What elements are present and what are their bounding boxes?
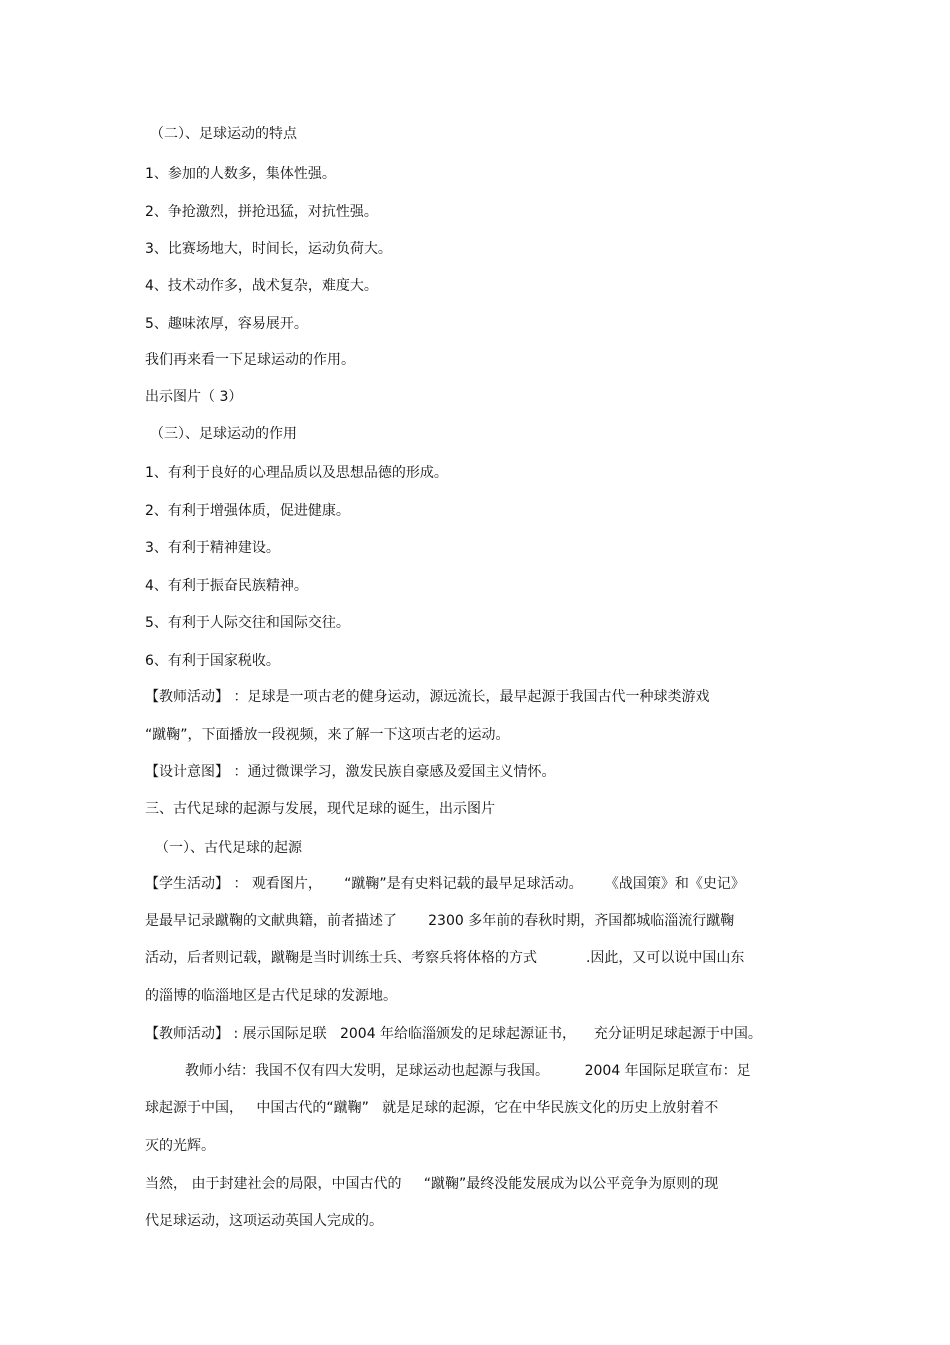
paragraph: 活动，后者则记载，蹴鞠是当时训练士兵、考察兵将体格的方式 .因此，又可以说中国山东 (145, 950, 745, 966)
list-item: 4、技术动作多，战术复杂，难度大。 (145, 278, 378, 294)
list-item: 6、有利于国家税收。 (145, 653, 280, 669)
list-item: 2、有利于增强体质，促进健康。 (145, 503, 350, 519)
list-item: 1、有利于良好的心理品质以及思想品德的形成。 (145, 465, 448, 481)
paragraph: 是最早记录蹴鞠的文献典籍，前者描述了 2300 多年前的春秋时期，齐国都城临淄流行蹴鞠 (145, 913, 735, 929)
paragraph: “蹴鞠”，下面播放一段视频，来了解一下这项古老的运动。 (145, 727, 510, 743)
paragraph: 教师小结：我国不仅有四大发明，足球运动也起源与我国。 2004 年国际足联宣布：足 (185, 1063, 751, 1079)
paragraph: 代足球运动，这项运动英国人完成的。 (145, 1213, 383, 1229)
paragraph: 【教师活动】 : 展示国际足联 2004 年给临淄颁发的足球起源证书， 充分证明足球起源于中国。 (145, 1026, 762, 1042)
list-item: 2、争抢激烈，拼抢迅猛，对抗性强。 (145, 204, 378, 220)
paragraph: 球起源于中国， 中国古代的“蹴鞠” 就是足球的起源，它在中华民族文化的历史上放射着不 (145, 1100, 719, 1116)
list-item: 5、趣味浓厚，容易展开。 (145, 316, 308, 332)
list-item: 4、有利于振奋民族精神。 (145, 578, 308, 594)
list-item: 3、有利于精神建设。 (145, 540, 280, 556)
list-item: 3、比赛场地大，时间长，运动负荷大。 (145, 241, 392, 257)
section-heading-functions: （三）、足球运动的作用 (150, 426, 297, 442)
list-item: 1、参加的人数多，集体性强。 (145, 166, 336, 182)
paragraph: 的淄博的临淄地区是古代足球的发源地。 (145, 988, 397, 1004)
paragraph: 我们再来看一下足球运动的作用。 (145, 352, 355, 368)
section-heading-origin: 三、古代足球的起源与发展，现代足球的诞生，出示图片 (145, 801, 495, 817)
paragraph: 【设计意图】 ：通过微课学习，激发民族自豪感及爱国主义情怀。 (145, 764, 556, 780)
list-item: 5、有利于人际交往和国际交往。 (145, 615, 350, 631)
section-heading-characteristics: （二）、足球运动的特点 (150, 126, 297, 142)
paragraph: 出示图片（ 3） (145, 389, 243, 405)
paragraph: 当然， 由于封建社会的局限，中国古代的 “蹴鞠”最终没能发展成为以公平竞争为原则的现 (145, 1176, 719, 1192)
paragraph: 【学生活动】 ： 观看图片， “蹴鞠”是有史料记载的最早足球活动。 《战国策》和《史记》 (145, 876, 745, 892)
paragraph: 【教师活动】 ：足球是一项古老的健身运动，源远流长，最早起源于我国古代一种球类游戏 (145, 689, 710, 705)
subsection-heading: （一）、古代足球的起源 (155, 840, 302, 856)
paragraph: 灭的光辉。 (145, 1138, 215, 1154)
